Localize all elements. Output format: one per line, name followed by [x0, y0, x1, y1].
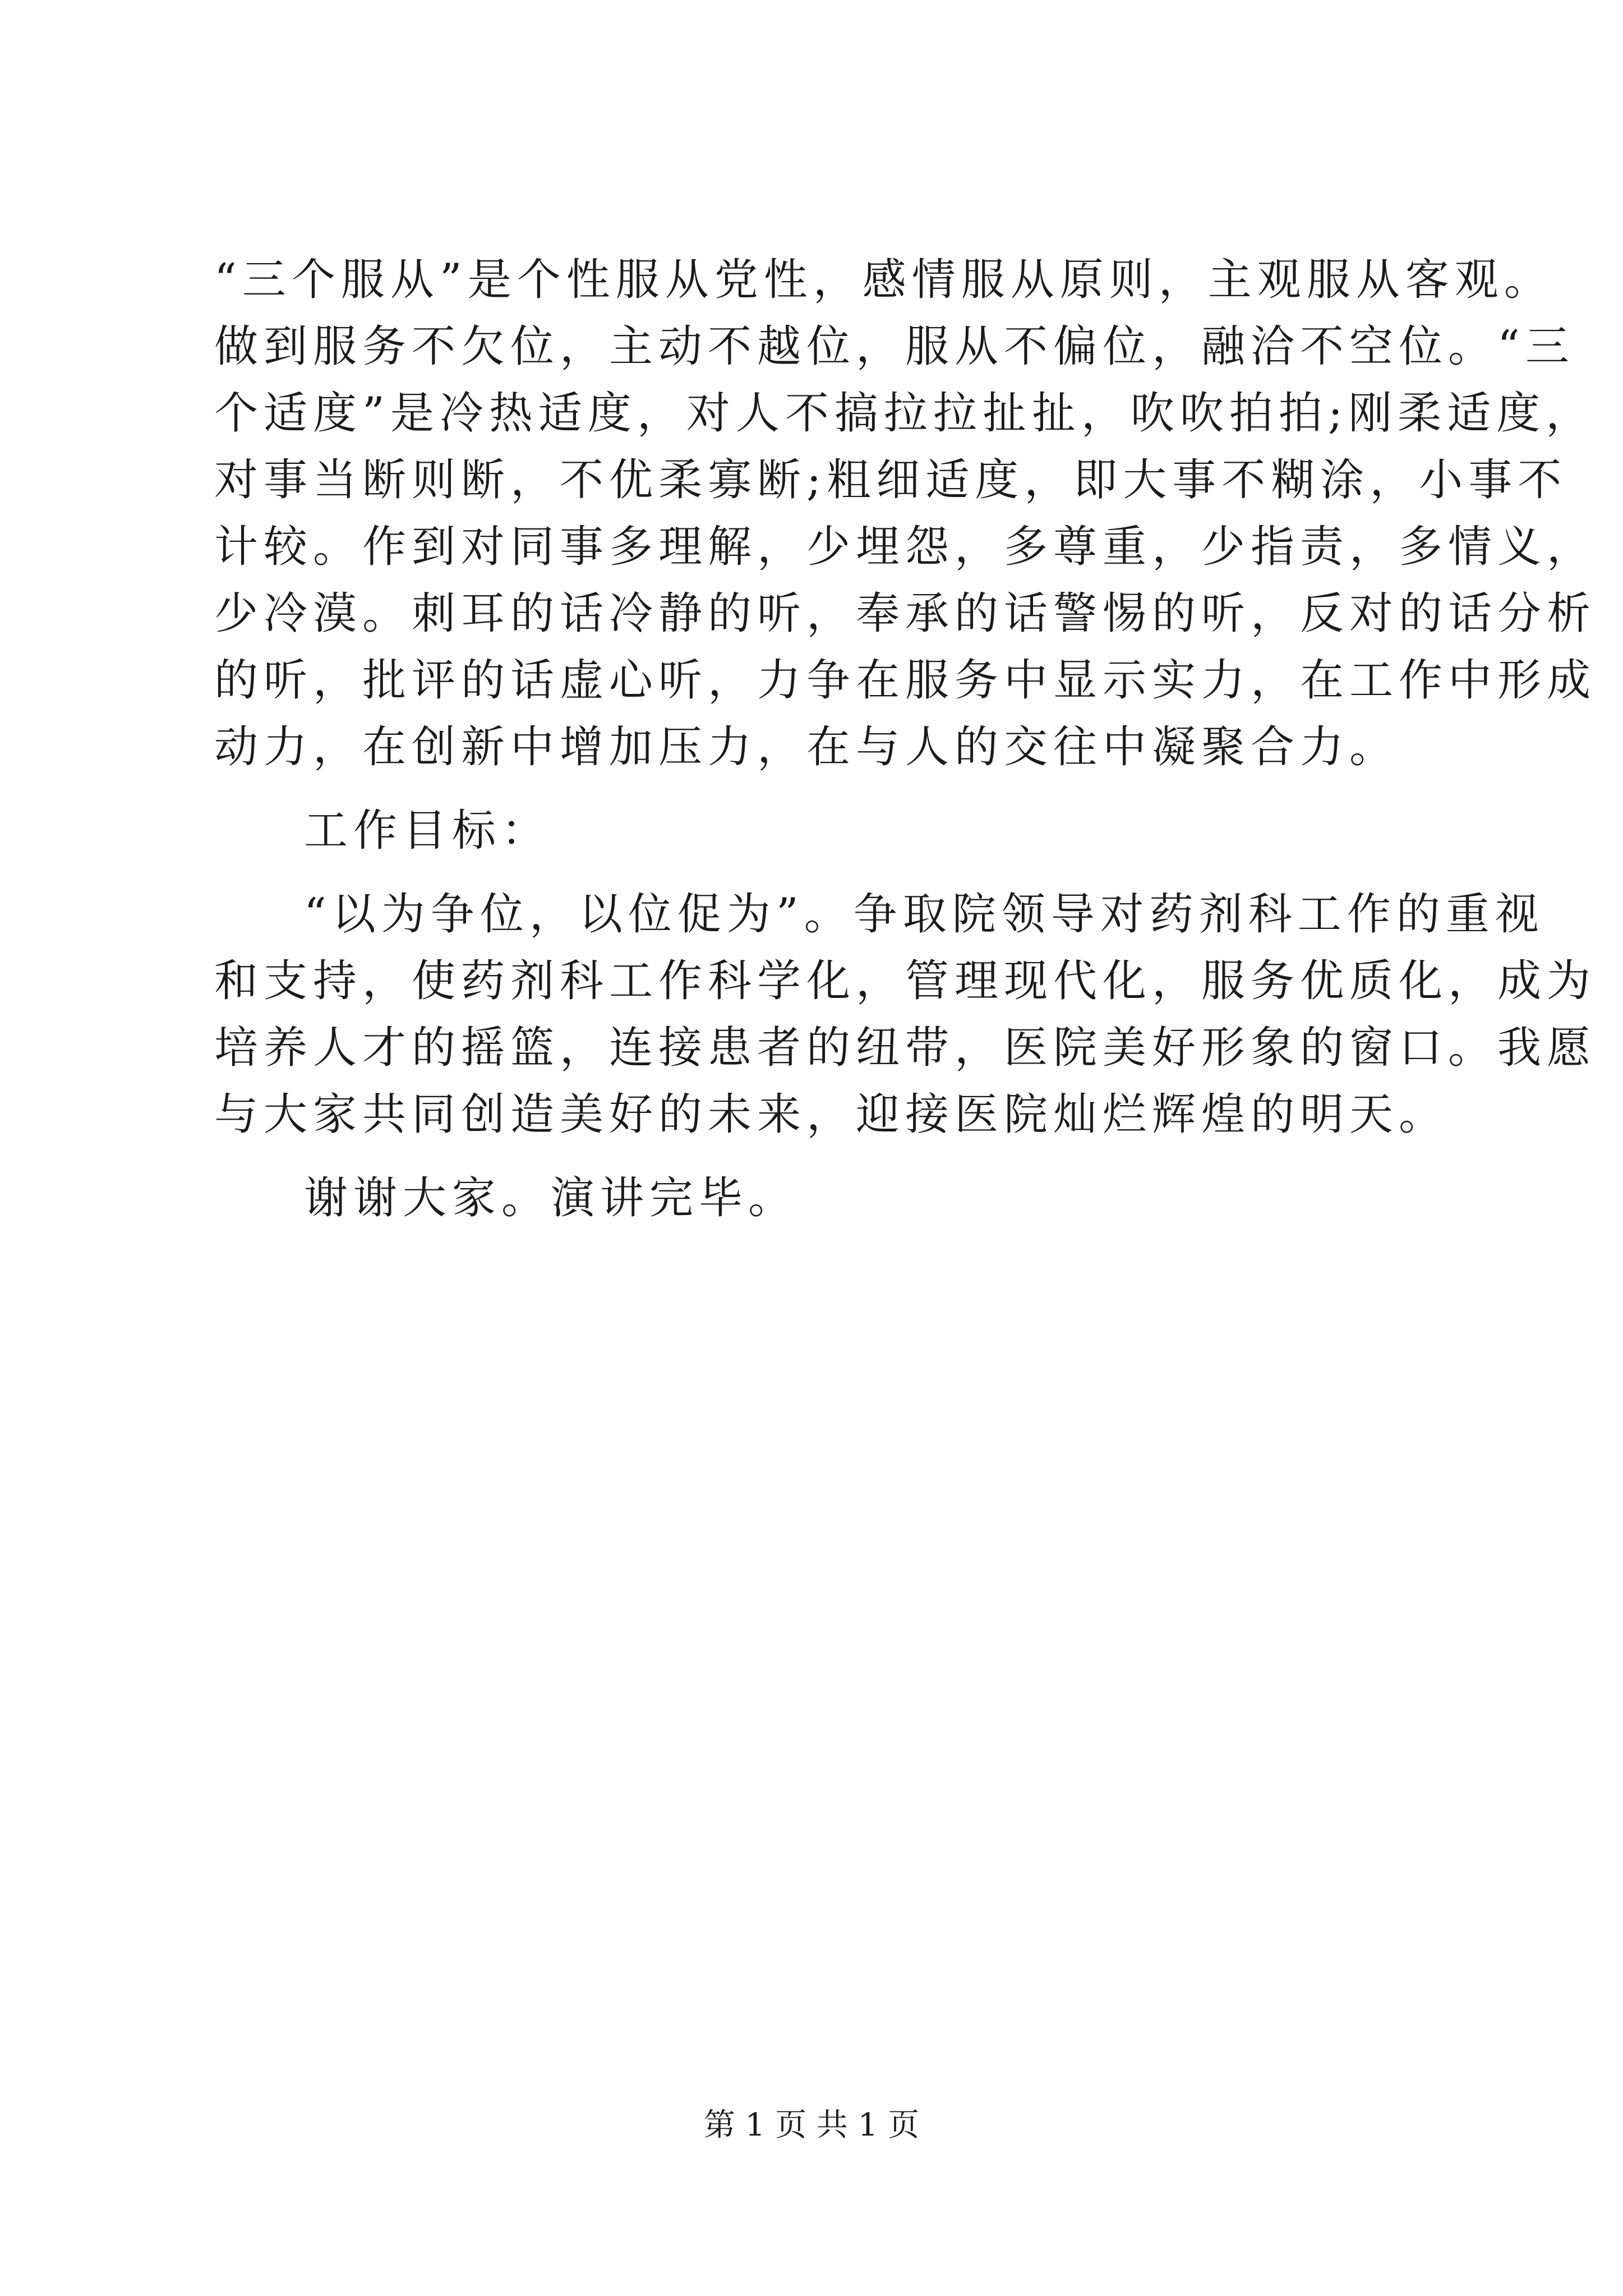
text-line: 个适度”是冷热适度，对人不搞拉拉扯扯，吹吹拍拍;刚柔适度， — [214, 388, 1596, 439]
section-heading-goal: 工作目标： — [304, 806, 551, 856]
page-footer — [0, 2106, 1623, 2145]
page-number: 第 1 页 共 1 页 — [703, 2107, 920, 2143]
closing-remark: 谢谢大家。演讲完毕。 — [304, 1173, 798, 1223]
text-line: 少冷漠。刺耳的话冷静的听，奉承的话警惕的听，反对的话分析 — [214, 588, 1597, 639]
text-line: “三个服从”是个性服从党性，感情服从原则，主观服从客观。 — [214, 255, 1553, 305]
text-line: 对事当断则断，不优柔寡断;粗细适度，即大事不糊涂，小事不 — [214, 455, 1567, 505]
text-line: 做到服务不欠位，主动不越位，服从不偏位，融洽不空位。“三 — [214, 321, 1575, 372]
text-line: “以为争位，以位促为”。争取院领导对药剂科工作的重视 — [304, 889, 1544, 940]
text-line: 与大家共同创造美好的未来，迎接医院灿烂辉煌的明天。 — [214, 1089, 1449, 1140]
text-line: 计较。作到对同事多理解，少埋怨，多尊重，少指责，多情义， — [214, 522, 1597, 572]
document-body — [214, 247, 1597, 1232]
text-line: 动力，在创新中增加压力，在与人的交往中凝聚合力。 — [214, 722, 1399, 772]
text-line: 培养人才的摇篮，连接患者的纽带，医院美好形象的窗口。我愿 — [214, 1023, 1597, 1073]
text-line: 的听，批评的话虚心听，力争在服务中显示实力，在工作中形成 — [214, 655, 1597, 706]
paragraph-service-principles — [214, 247, 1597, 781]
text-line: 和支持，使药剂科工作科学化，管理现代化，服务优质化，成为 — [214, 956, 1597, 1006]
paragraph-work-goal — [214, 881, 1597, 1148]
